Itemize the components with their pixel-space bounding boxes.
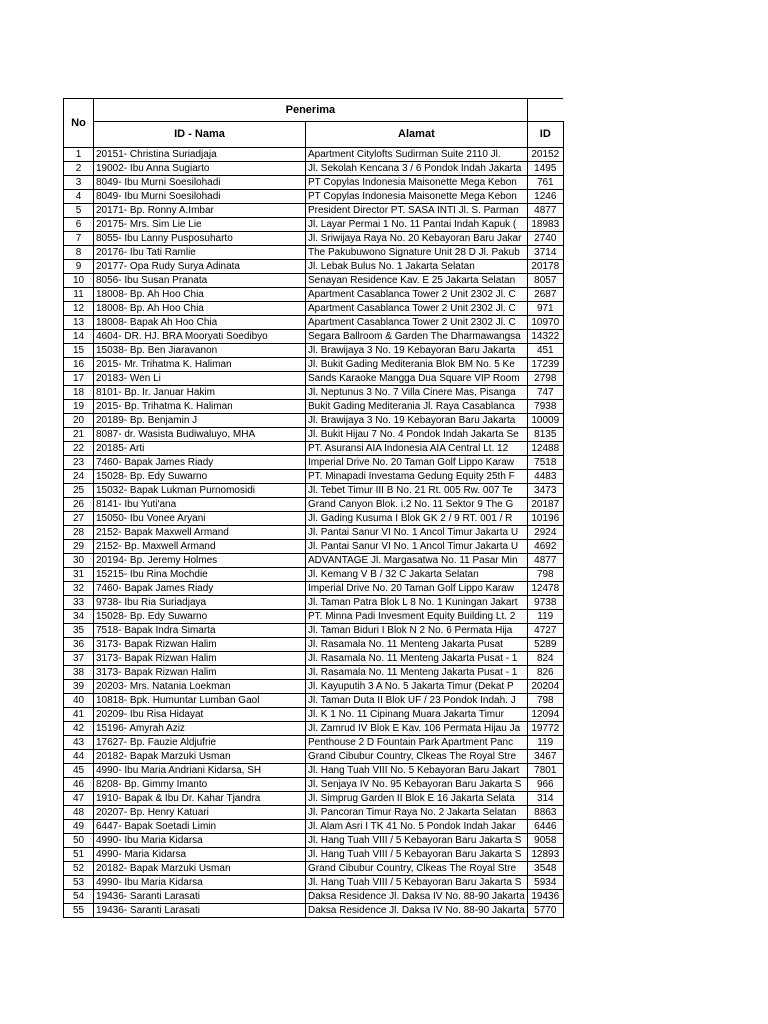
- id-cell: 1495: [527, 162, 563, 176]
- id-nama-cell: 18008- Bp. Ah Hoo Chia: [94, 302, 306, 316]
- id-nama-cell: 9738- Ibu Ria Suriadjaya: [94, 596, 306, 610]
- id-nama-cell: 20182- Bapak Marzuki Usman: [94, 862, 306, 876]
- id-nama-cell: 4990- Ibu Maria Andriani Kidarsa, SH: [94, 764, 306, 778]
- alamat-cell: Jl. Rasamala No. 11 Menteng Jakarta Pusat: [306, 638, 528, 652]
- id-cell: 5934: [527, 876, 563, 890]
- table-row: [64, 246, 564, 260]
- id-nama-cell: 7460- Bapak James Riady: [94, 456, 306, 470]
- table-row: [64, 820, 564, 834]
- table-row: [64, 610, 564, 624]
- id-nama-cell: 20177- Opa Rudy Surya Adinata: [94, 260, 306, 274]
- id-nama-cell: 1910- Bapak & Ibu Dr. Kahar Tjandra: [94, 792, 306, 806]
- header-row-group: [64, 99, 564, 122]
- row-number-cell: 13: [64, 316, 94, 330]
- table-row: [64, 792, 564, 806]
- table-row: [64, 260, 564, 274]
- header-row-sub: [64, 122, 564, 148]
- id-cell: 824: [527, 652, 563, 666]
- alamat-cell: Grand Cibubur Country, Clkeas The Royal Stre: [306, 750, 528, 764]
- alamat-cell: Jl. Brawijaya 3 No. 19 Kebayoran Baru Jakarta: [306, 414, 528, 428]
- row-number-cell: 20: [64, 414, 94, 428]
- alamat-cell: PT. Minna Padi Invesment Equity Building Lt. 2: [306, 610, 528, 624]
- id-cell: 966: [527, 778, 563, 792]
- id-cell: 2798: [527, 372, 563, 386]
- row-number-cell: 17: [64, 372, 94, 386]
- row-number-cell: 19: [64, 400, 94, 414]
- alamat-cell: Jl. Layar Permai 1 No. 11 Pantai Indah Kapuk (: [306, 218, 528, 232]
- id-nama-cell: 4990- Maria Kidarsa: [94, 848, 306, 862]
- alamat-cell: Jl. Pancoran Timur Raya No. 2 Jakarta Selatan: [306, 806, 528, 820]
- row-number-cell: 41: [64, 708, 94, 722]
- table-row: [64, 806, 564, 820]
- table-body: [64, 148, 564, 918]
- id-nama-cell: 15215- Ibu Rina Mochdie: [94, 568, 306, 582]
- row-number-cell: 14: [64, 330, 94, 344]
- table-row: [64, 330, 564, 344]
- column-header-id-nama: ID - Nama: [94, 122, 306, 148]
- table-row: [64, 162, 564, 176]
- id-nama-cell: 7518- Bapak Indra Simarta: [94, 624, 306, 638]
- alamat-cell: PT Copylas Indonesia Maisonette Mega Kebon: [306, 176, 528, 190]
- id-nama-cell: 20194- Bp. Jeremy Holmes: [94, 554, 306, 568]
- alamat-cell: Jl. K 1 No. 11 Cipinang Muara Jakarta Timur: [306, 708, 528, 722]
- alamat-cell: Jl. Neptunus 3 No. 7 Villa Cinere Mas, Pisanga: [306, 386, 528, 400]
- row-number-cell: 23: [64, 456, 94, 470]
- row-number-cell: 26: [64, 498, 94, 512]
- id-cell: 12488: [527, 442, 563, 456]
- id-cell: 8135: [527, 428, 563, 442]
- id-cell: 4483: [527, 470, 563, 484]
- row-number-cell: 15: [64, 344, 94, 358]
- id-cell: 2924: [527, 526, 563, 540]
- id-cell: 2687: [527, 288, 563, 302]
- row-number-cell: 30: [64, 554, 94, 568]
- table-row: [64, 498, 564, 512]
- id-nama-cell: 20183- Wen Li: [94, 372, 306, 386]
- alamat-cell: PT. Minapadi Investama Gedung Equity 25th F: [306, 470, 528, 484]
- table-row: [64, 288, 564, 302]
- table-row: [64, 848, 564, 862]
- alamat-cell: Jl. Rasamala No. 11 Menteng Jakarta Pusat - 1: [306, 652, 528, 666]
- row-number-cell: 6: [64, 218, 94, 232]
- alamat-cell: PT. Asuransi AIA Indonesia AIA Central Lt. 12: [306, 442, 528, 456]
- id-nama-cell: 8056- Ibu Susan Pranata: [94, 274, 306, 288]
- id-cell: 761: [527, 176, 563, 190]
- alamat-cell: Jl. Bukit Gading Mediterania Blok BM No. 5 Ke: [306, 358, 528, 372]
- id-cell: 826: [527, 666, 563, 680]
- row-number-cell: 53: [64, 876, 94, 890]
- id-cell: 8057: [527, 274, 563, 288]
- id-cell: 14322: [527, 330, 563, 344]
- table-row: [64, 358, 564, 372]
- row-number-cell: 4: [64, 190, 94, 204]
- table-row: [64, 372, 564, 386]
- alamat-cell: Apartment Casablanca Tower 2 Unit 2302 Jl. C: [306, 288, 528, 302]
- table-row: [64, 722, 564, 736]
- row-number-cell: 16: [64, 358, 94, 372]
- id-nama-cell: 8087- dr. Wasista Budiwaluyo, MHA: [94, 428, 306, 442]
- table-row: [64, 456, 564, 470]
- alamat-cell: Jl. Brawijaya 3 No. 19 Kebayoran Baru Jakarta: [306, 344, 528, 358]
- id-nama-cell: 20189- Bp. Benjamin J: [94, 414, 306, 428]
- row-number-cell: 5: [64, 204, 94, 218]
- id-nama-cell: 4990- Ibu Maria Kidarsa: [94, 834, 306, 848]
- id-cell: 747: [527, 386, 563, 400]
- row-number-cell: 11: [64, 288, 94, 302]
- alamat-cell: Jl. Senjaya IV No. 95 Kebayoran Baru Jakarta S: [306, 778, 528, 792]
- id-cell: 20152: [527, 148, 563, 162]
- id-nama-cell: 15050- Ibu Vonee Aryani: [94, 512, 306, 526]
- table-header: [64, 99, 564, 148]
- id-cell: 20204: [527, 680, 563, 694]
- table-row: [64, 554, 564, 568]
- alamat-cell: Jl. Hang Tuah VIII / 5 Kebayoran Baru Jakarta S: [306, 876, 528, 890]
- row-number-cell: 34: [64, 610, 94, 624]
- alamat-cell: Penthouse 2 D Fountain Park Apartment Panc: [306, 736, 528, 750]
- column-header-no: No: [64, 99, 94, 148]
- recipient-table: [63, 98, 564, 918]
- id-cell: 3714: [527, 246, 563, 260]
- id-cell: 7938: [527, 400, 563, 414]
- row-number-cell: 36: [64, 638, 94, 652]
- alamat-cell: Segara Ballroom & Garden The Dharmawangsa: [306, 330, 528, 344]
- row-number-cell: 9: [64, 260, 94, 274]
- id-nama-cell: 6447- Bapak Soetadi Limin: [94, 820, 306, 834]
- row-number-cell: 33: [64, 596, 94, 610]
- alamat-cell: Daksa Residence Jl. Daksa IV No. 88-90 Jakarta: [306, 890, 528, 904]
- table-row: [64, 666, 564, 680]
- alamat-cell: President Director PT. SASA INTI Jl. S. Parman: [306, 204, 528, 218]
- table-row: [64, 190, 564, 204]
- id-nama-cell: 15196- Amyrah Aziz: [94, 722, 306, 736]
- alamat-cell: ADVANTAGE Jl. Margasatwa No. 11 Pasar Min: [306, 554, 528, 568]
- alamat-cell: Jl. Rasamala No. 11 Menteng Jakarta Pusat - 1: [306, 666, 528, 680]
- id-cell: 119: [527, 610, 563, 624]
- id-nama-cell: 15028- Bp. Edy Suwarno: [94, 470, 306, 484]
- id-nama-cell: 3173- Bapak Rizwan Halim: [94, 638, 306, 652]
- table-row: [64, 638, 564, 652]
- id-cell: 2740: [527, 232, 563, 246]
- row-number-cell: 29: [64, 540, 94, 554]
- id-cell: 798: [527, 568, 563, 582]
- id-cell: 17239: [527, 358, 563, 372]
- row-number-cell: 42: [64, 722, 94, 736]
- alamat-cell: Jl. Taman Duta II Blok UF / 23 Pondok Indah. J: [306, 694, 528, 708]
- table-row: [64, 400, 564, 414]
- id-nama-cell: 2015- Bp. Trihatma K. Haliman: [94, 400, 306, 414]
- row-number-cell: 32: [64, 582, 94, 596]
- alamat-cell: Jl. Hang Tuah VIII / 5 Kebayoran Baru Jakarta S: [306, 834, 528, 848]
- row-number-cell: 3: [64, 176, 94, 190]
- id-nama-cell: 8141- Ibu Yuti'ana: [94, 498, 306, 512]
- alamat-cell: Jl. Pantai Sanur VI No. 1 Ancol Timur Jakarta U: [306, 540, 528, 554]
- table-row: [64, 148, 564, 162]
- row-number-cell: 51: [64, 848, 94, 862]
- row-number-cell: 48: [64, 806, 94, 820]
- row-number-cell: 7: [64, 232, 94, 246]
- row-number-cell: 52: [64, 862, 94, 876]
- row-number-cell: 31: [64, 568, 94, 582]
- row-number-cell: 1: [64, 148, 94, 162]
- table-row: [64, 512, 564, 526]
- id-cell: 5289: [527, 638, 563, 652]
- row-number-cell: 24: [64, 470, 94, 484]
- id-cell: 971: [527, 302, 563, 316]
- alamat-cell: Imperial Drive No. 20 Taman Golf Lippo Karaw: [306, 456, 528, 470]
- row-number-cell: 35: [64, 624, 94, 638]
- row-number-cell: 27: [64, 512, 94, 526]
- alamat-cell: Jl. Sekolah Kencana 3 / 6 Pondok Indah Jakarta: [306, 162, 528, 176]
- id-cell: 4877: [527, 554, 563, 568]
- id-nama-cell: 18008- Bapak Ah Hoo Chia: [94, 316, 306, 330]
- id-nama-cell: 20182- Bapak Marzuki Usman: [94, 750, 306, 764]
- alamat-cell: Grand Cibubur Country, Clkeas The Royal Stre: [306, 862, 528, 876]
- id-cell: 20178: [527, 260, 563, 274]
- id-nama-cell: 20185- Arti: [94, 442, 306, 456]
- alamat-cell: Jl. Gading Kusuma I Blok GK 2 / 9 RT. 001 / R: [306, 512, 528, 526]
- id-nama-cell: 20176- Ibu Tati Ramlie: [94, 246, 306, 260]
- row-number-cell: 46: [64, 778, 94, 792]
- id-nama-cell: 3173- Bapak Rizwan Halim: [94, 666, 306, 680]
- column-group-header-penerima: Penerima: [94, 99, 528, 122]
- id-cell: 12094: [527, 708, 563, 722]
- alamat-cell: Jl. Pantai Sanur VI No. 1 Ancol Timur Jakarta U: [306, 526, 528, 540]
- table-row: [64, 316, 564, 330]
- alamat-cell: Jl. Zamrud IV Blok E Kav. 106 Permata Hijau Ja: [306, 722, 528, 736]
- id-cell: 1246: [527, 190, 563, 204]
- id-nama-cell: 7460- Bapak James Riady: [94, 582, 306, 596]
- alamat-cell: Apartment Casablanca Tower 2 Unit 2302 Jl. C: [306, 316, 528, 330]
- alamat-cell: Jl. Tebet Timur III B No. 21 Rt. 005 Rw. 007 Te: [306, 484, 528, 498]
- table-row: [64, 470, 564, 484]
- row-number-cell: 22: [64, 442, 94, 456]
- alamat-cell: Jl. Taman Patra Blok L 8 No. 1 Kuningan Jakart: [306, 596, 528, 610]
- alamat-cell: Jl. Taman Biduri I Blok N 2 No. 6 Permata Hija: [306, 624, 528, 638]
- row-number-cell: 45: [64, 764, 94, 778]
- table-row: [64, 568, 564, 582]
- alamat-cell: Daksa Residence Jl. Daksa IV No. 88-90 Jakarta: [306, 904, 528, 918]
- id-cell: 10009: [527, 414, 563, 428]
- id-nama-cell: 2015- Mr. Trihatma K. Haliman: [94, 358, 306, 372]
- id-cell: 5770: [527, 904, 563, 918]
- id-nama-cell: 19002- Ibu Anna Sugiarto: [94, 162, 306, 176]
- alamat-cell: Jl. Kemang V B / 32 C Jakarta Selatan: [306, 568, 528, 582]
- id-nama-cell: 20203- Mrs. Natania Loekman: [94, 680, 306, 694]
- id-cell: 4692: [527, 540, 563, 554]
- row-number-cell: 40: [64, 694, 94, 708]
- id-cell: 9058: [527, 834, 563, 848]
- id-cell: 10196: [527, 512, 563, 526]
- id-nama-cell: 15032- Bapak Lukman Purnomosidi: [94, 484, 306, 498]
- id-nama-cell: 10818- Bpk. Humuntar Lumban Gaol: [94, 694, 306, 708]
- id-cell: 4727: [527, 624, 563, 638]
- id-cell: 3473: [527, 484, 563, 498]
- table-row: [64, 750, 564, 764]
- id-nama-cell: 19436- Saranti Larasati: [94, 890, 306, 904]
- id-cell: 12478: [527, 582, 563, 596]
- table-row: [64, 736, 564, 750]
- table-row: [64, 596, 564, 610]
- table-row: [64, 526, 564, 540]
- id-nama-cell: 2152- Bapak Maxwell Armand: [94, 526, 306, 540]
- id-nama-cell: 3173- Bapak Rizwan Halim: [94, 652, 306, 666]
- alamat-cell: Senayan Residence Kav. E 25 Jakarta Selatan: [306, 274, 528, 288]
- id-cell: 9738: [527, 596, 563, 610]
- row-number-cell: 54: [64, 890, 94, 904]
- table-row: [64, 176, 564, 190]
- table-row: [64, 834, 564, 848]
- id-cell: 20187: [527, 498, 563, 512]
- table-row: [64, 484, 564, 498]
- id-nama-cell: 15038- Bp. Ben Jiaravanon: [94, 344, 306, 358]
- column-header-id: ID: [527, 122, 563, 148]
- alamat-cell: Jl. Kayuputih 3 A No. 5 Jakarta Timur (Dekat P: [306, 680, 528, 694]
- alamat-cell: Sands Karaoke Mangga Dua Square VIP Room: [306, 372, 528, 386]
- id-cell: 451: [527, 344, 563, 358]
- id-nama-cell: 20171- Bp. Ronny A.Imbar: [94, 204, 306, 218]
- table-row: [64, 274, 564, 288]
- alamat-cell: Grand Canyon Blok. i.2 No. 11 Sektor 9 The G: [306, 498, 528, 512]
- table-row: [64, 624, 564, 638]
- id-cell: 4877: [527, 204, 563, 218]
- row-number-cell: 39: [64, 680, 94, 694]
- column-group-header-blank: [527, 99, 563, 122]
- row-number-cell: 49: [64, 820, 94, 834]
- alamat-cell: Jl. Hang Tuah VIII No. 5 Kebayoran Baru Jakart: [306, 764, 528, 778]
- table-row: [64, 232, 564, 246]
- id-nama-cell: 8049- Ibu Murni Soesilohadi: [94, 176, 306, 190]
- alamat-cell: Jl. Bukit Hijau 7 No. 4 Pondok Indah Jakarta Se: [306, 428, 528, 442]
- id-nama-cell: 19436- Saranti Larasati: [94, 904, 306, 918]
- table-row: [64, 218, 564, 232]
- table-row: [64, 386, 564, 400]
- id-cell: 19772: [527, 722, 563, 736]
- column-header-alamat: Alamat: [306, 122, 528, 148]
- alamat-cell: Bukit Gading Mediterania Jl. Raya Casablanca: [306, 400, 528, 414]
- row-number-cell: 8: [64, 246, 94, 260]
- table-row: [64, 890, 564, 904]
- table-row: [64, 708, 564, 722]
- alamat-cell: Apartment Casablanca Tower 2 Unit 2302 Jl. C: [306, 302, 528, 316]
- row-number-cell: 55: [64, 904, 94, 918]
- alamat-cell: Apartment Citylofts Sudirman Suite 2110 Jl.: [306, 148, 528, 162]
- id-nama-cell: 8049- Ibu Murni Soesilohadi: [94, 190, 306, 204]
- table-row: [64, 680, 564, 694]
- table-row: [64, 582, 564, 596]
- row-number-cell: 10: [64, 274, 94, 288]
- table-row: [64, 904, 564, 918]
- row-number-cell: 21: [64, 428, 94, 442]
- id-cell: 119: [527, 736, 563, 750]
- alamat-cell: The Pakubuwono Signature Unit 28 D Jl. Pakub: [306, 246, 528, 260]
- id-cell: 7801: [527, 764, 563, 778]
- row-number-cell: 37: [64, 652, 94, 666]
- table-row: [64, 428, 564, 442]
- table-row: [64, 204, 564, 218]
- alamat-cell: PT Copylas Indonesia Maisonette Mega Kebon: [306, 190, 528, 204]
- id-cell: 314: [527, 792, 563, 806]
- table-row: [64, 694, 564, 708]
- id-nama-cell: 4604- DR. HJ. BRA Mooryati Soedibyo: [94, 330, 306, 344]
- alamat-cell: Jl. Sriwijaya Raya No. 20 Kebayoran Baru Jakar: [306, 232, 528, 246]
- id-nama-cell: 20207- Bp. Henry Katuari: [94, 806, 306, 820]
- row-number-cell: 38: [64, 666, 94, 680]
- id-cell: 7518: [527, 456, 563, 470]
- row-number-cell: 50: [64, 834, 94, 848]
- id-cell: 798: [527, 694, 563, 708]
- id-cell: 3548: [527, 862, 563, 876]
- table-row: [64, 344, 564, 358]
- row-number-cell: 12: [64, 302, 94, 316]
- table-row: [64, 302, 564, 316]
- id-nama-cell: 20151- Christina Suriadjaja: [94, 148, 306, 162]
- table-row: [64, 652, 564, 666]
- row-number-cell: 47: [64, 792, 94, 806]
- table-row: [64, 442, 564, 456]
- row-number-cell: 28: [64, 526, 94, 540]
- id-cell: 12893: [527, 848, 563, 862]
- id-nama-cell: 4990- Ibu Maria Kidarsa: [94, 876, 306, 890]
- row-number-cell: 18: [64, 386, 94, 400]
- table-row: [64, 764, 564, 778]
- id-nama-cell: 8101- Bp. Ir. Januar Hakim: [94, 386, 306, 400]
- table-row: [64, 876, 564, 890]
- id-cell: 6446: [527, 820, 563, 834]
- alamat-cell: Jl. Lebak Bulus No. 1 Jakarta Selatan: [306, 260, 528, 274]
- id-nama-cell: 8208- Bp. Gimmy Imanto: [94, 778, 306, 792]
- id-cell: 8863: [527, 806, 563, 820]
- id-cell: 18983: [527, 218, 563, 232]
- id-cell: 10970: [527, 316, 563, 330]
- id-cell: 19436: [527, 890, 563, 904]
- id-nama-cell: 17627- Bp. Fauzie Aldjufrie: [94, 736, 306, 750]
- table-row: [64, 540, 564, 554]
- row-number-cell: 43: [64, 736, 94, 750]
- id-nama-cell: 20175- Mrs. Sim Lie Lie: [94, 218, 306, 232]
- id-nama-cell: 15028- Bp. Edy Suwarno: [94, 610, 306, 624]
- table-row: [64, 778, 564, 792]
- alamat-cell: Imperial Drive No. 20 Taman Golf Lippo Karaw: [306, 582, 528, 596]
- row-number-cell: 2: [64, 162, 94, 176]
- id-nama-cell: 20209- Ibu Risa Hidayat: [94, 708, 306, 722]
- alamat-cell: Jl. Hang Tuah VIII / 5 Kebayoran Baru Jakarta S: [306, 848, 528, 862]
- alamat-cell: Jl. Simprug Garden II Blok E 16 Jakarta Selata: [306, 792, 528, 806]
- id-nama-cell: 18008- Bp. Ah Hoo Chia: [94, 288, 306, 302]
- id-nama-cell: 2152- Bp. Maxwell Armand: [94, 540, 306, 554]
- id-nama-cell: 8055- Ibu Lanny Pusposuharto: [94, 232, 306, 246]
- table-row: [64, 862, 564, 876]
- alamat-cell: Jl. Alam Asri I TK 41 No. 5 Pondok Indah Jakar: [306, 820, 528, 834]
- row-number-cell: 44: [64, 750, 94, 764]
- row-number-cell: 25: [64, 484, 94, 498]
- table-row: [64, 414, 564, 428]
- id-cell: 3467: [527, 750, 563, 764]
